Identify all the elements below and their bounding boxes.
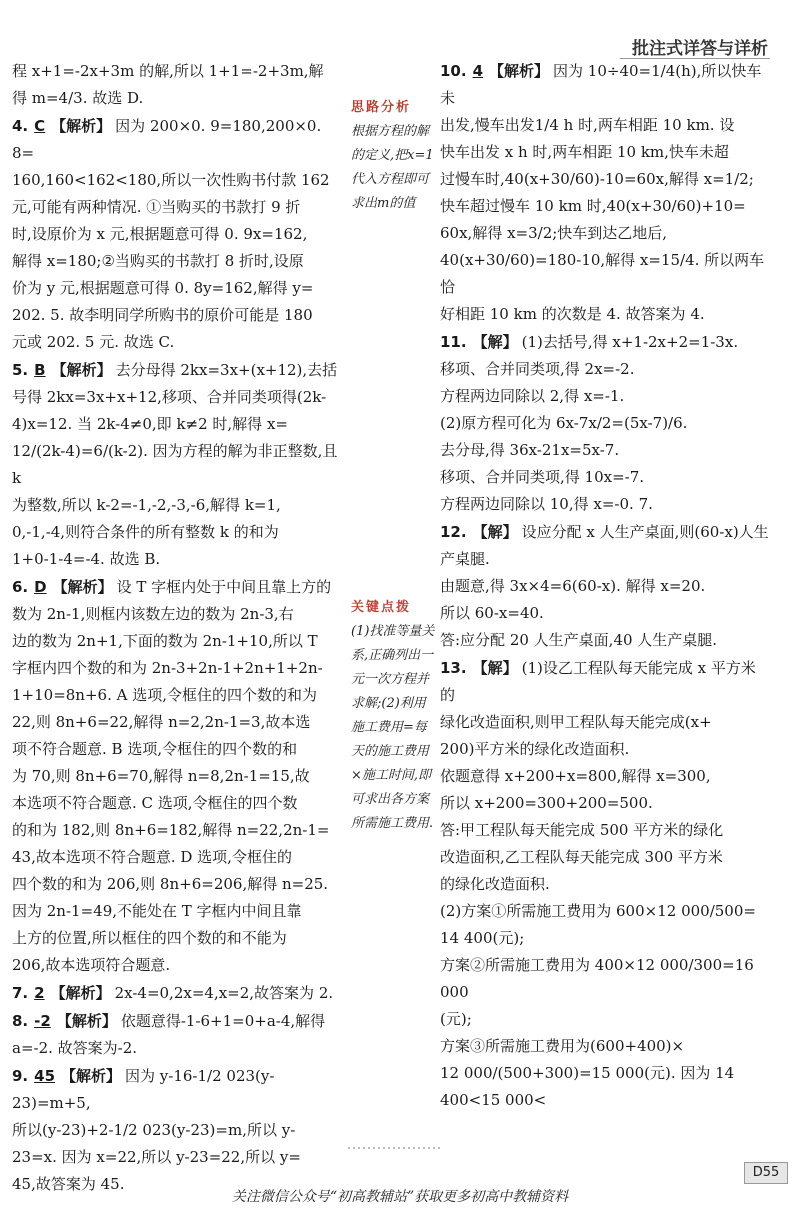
answer-item (440, 329, 770, 518)
answer-choice: 4 (472, 62, 484, 80)
sidebar-note-1-text: 根据方程的解的定义,把x=1代入方程即可求出m的值 (351, 124, 434, 211)
answer-line (440, 220, 770, 247)
line-text: 字框内四个数的和为 2n-3+2n-1+2n+1+2n- (12, 659, 323, 677)
header-title: 批注式详答与详析 (632, 39, 768, 59)
line-text: 12/(2k-4)=6/(k-2). 因为方程的解为非正整数,且 k (12, 442, 338, 487)
answer-line (12, 1035, 348, 1062)
answer-line (12, 384, 348, 411)
answer-line (12, 329, 348, 356)
line-text: 因为 2n-1=49,不能处在 T 字框内中间且靠 (12, 902, 302, 920)
line-text: 设应分配 x 人生产桌面,则(60-x)人生 (521, 523, 769, 541)
answer-line (12, 736, 348, 763)
line-text: 23=x. 因为 x=22,所以 y-23=22,所以 y= (12, 1148, 301, 1166)
answer-tag: 【解】 (472, 659, 518, 677)
line-text: 方程两边同除以 2,得 x=-1. (440, 387, 625, 405)
line-text: 快车出发 x h 时,两车相距 10 km,快车未超 (440, 143, 729, 161)
line-text: 移项、合并同类项,得 2x=-2. (440, 360, 635, 378)
line-text: 202. 5. 故李明同学所购书的原价可能是 180 (12, 306, 313, 324)
answer-line (12, 844, 348, 871)
line-text: 四个数的和为 206,则 8n+6=206,解得 n=25. (12, 875, 329, 893)
line-text: 由题意,得 3x×4=6(60-x). 解得 x=20. (440, 577, 706, 595)
answer-item (440, 58, 770, 328)
page-number: D55 (744, 1162, 788, 1184)
line-text: 1+10=8n+6. A 选项,令框住的四个数的和为 (12, 686, 317, 704)
answer-item (12, 980, 348, 1007)
question-number: 9. (12, 1067, 29, 1085)
answer-line (440, 573, 770, 600)
line-text: 快车超过慢车 10 km 时,40(x+30/60)+10= (440, 197, 746, 215)
answer-line (12, 682, 348, 709)
answer-line (12, 574, 348, 601)
answer-choice: B (34, 361, 46, 379)
answer-line (440, 763, 770, 790)
answer-line (440, 1006, 770, 1033)
line-text: 方程两边同除以 10,得 x=-0. 7. (440, 495, 653, 513)
answer-tag: 【解析】 (51, 361, 112, 379)
line-text: 元,可能有两种情况. ①当购买的书款打 9 折 (12, 198, 301, 216)
line-text: 得 m=4/3. 故选 D. (12, 89, 144, 107)
answer-choice: -2 (34, 1012, 51, 1030)
sidebar-note-2 (351, 596, 435, 836)
answer-line (440, 709, 770, 736)
answer-line (440, 925, 770, 952)
line-text: 200)平方米的绿化改造面积. (440, 740, 630, 758)
question-number: 12. (440, 523, 467, 541)
answer-line (12, 411, 348, 438)
line-text: (元); (440, 1010, 472, 1028)
answer-line (440, 410, 770, 437)
line-text: 数为 2n-1,则框内该数左边的数为 2n-3,右 (12, 605, 294, 623)
answer-line (12, 194, 348, 221)
line-text: 价为 y 元,根据题意可得 0. 8y=162,解得 y= (12, 279, 314, 297)
line-text: (2)方案①所需施工费用为 600×12 000/500= (440, 902, 756, 920)
answer-choice: D (34, 578, 47, 596)
answer-item (12, 357, 348, 573)
answer-line (12, 925, 348, 952)
answer-line (440, 193, 770, 220)
answer-line (12, 952, 348, 979)
line-text: 22,则 8n+6=22,解得 n=2,2n-1=3,故本选 (12, 713, 311, 731)
answer-line (440, 247, 770, 301)
answer-item (12, 574, 348, 979)
answer-line (440, 519, 770, 546)
question-number: 11. (440, 333, 467, 351)
line-text: 好相距 10 km 的次数是 4. 故答案为 4. (440, 305, 705, 323)
line-text: 程 x+1=-2x+3m 的解,所以 1+1=-2+3m,解 (12, 62, 324, 80)
line-text: 160,160<162<180,所以一次性购书付款 162 (12, 171, 330, 189)
answer-line (440, 464, 770, 491)
page-footer: 关注微信公众号“初高教辅站”获取更多初高中教辅资料 (231, 1189, 569, 1205)
answer-choice: 2 (34, 984, 45, 1002)
line-text: 所以(y-23)+2-1/2 023(y-23)=m,所以 y- (12, 1121, 296, 1139)
line-text: 产桌腿. (440, 550, 490, 568)
line-text: 因为 y-16-1/2 023(y-23)=m+5, (12, 1067, 275, 1112)
answer-line (12, 871, 348, 898)
question-number: 4. (12, 117, 29, 135)
answer-line (440, 356, 770, 383)
answer-line (12, 980, 348, 1007)
answer-line (12, 763, 348, 790)
answer-item (440, 655, 770, 1114)
line-text: 出发,慢车出发1/4 h 时,两车相距 10 km. 设 (440, 116, 735, 134)
line-text: 为 70,则 8n+6=70,解得 n=8,2n-1=15,故 (12, 767, 310, 785)
line-text: 号得 2kx=3x+x+12,移项、合并同类项得(2k- (12, 388, 327, 406)
answer-line (12, 167, 348, 194)
answer-line (12, 1063, 348, 1117)
line-text: a=-2. 故答案为-2. (12, 1039, 138, 1057)
line-text: 去分母,得 36x-21x=5x-7. (440, 441, 620, 459)
line-text: 所以 x+200=300+200=500. (440, 794, 653, 812)
line-text: 过慢车时,40(x+30/60)-10=60x,解得 x=1/2; (440, 170, 754, 188)
answer-line (12, 58, 348, 85)
answer-tag: 【解析】 (489, 62, 550, 80)
line-text: 方案②所需施工费用为 400×12 000/300=16 000 (440, 956, 754, 1001)
answer-line (440, 383, 770, 410)
line-text: 项不符合题意. B 选项,令框住的四个数的和 (12, 740, 298, 758)
line-text: 为整数,所以 k-2=-1,-2,-3,-6,解得 k=1, (12, 496, 281, 514)
answer-choice: 45 (34, 1067, 56, 1085)
line-text: (1)设乙工程队每天能完成 x 平方米的 (440, 659, 756, 704)
answer-line (12, 113, 348, 167)
answer-line (12, 492, 348, 519)
answer-item (12, 58, 348, 112)
answer-line (440, 166, 770, 193)
answer-tag: 【解】 (472, 523, 518, 541)
answer-tag: 【解析】 (50, 984, 111, 1002)
answer-line (12, 655, 348, 682)
line-text: 60x,解得 x=3/2;快车到达乙地后, (440, 224, 668, 242)
question-number: 13. (440, 659, 467, 677)
line-text: 的和为 182,则 8n+6=182,解得 n=22,2n-1= (12, 821, 330, 839)
line-text: 改造面积,乙工程队每天能完成 300 平方米 (440, 848, 723, 866)
answer-line (440, 491, 770, 518)
line-text: 2x-4=0,2x=4,x=2,故答案为 2. (114, 984, 334, 1002)
answer-line (440, 58, 770, 112)
line-text: (1)去括号,得 x+1-2x+2=1-3x. (521, 333, 739, 351)
line-text: 去分母得 2kx=3x+(x+12),去括 (115, 361, 338, 379)
answer-item (12, 1008, 348, 1062)
answer-tag: 【解析】 (52, 578, 113, 596)
answer-line (12, 438, 348, 492)
line-text: 绿化改造面积,则甲工程队每天能完成(x+ (440, 713, 712, 731)
line-text: 14 400(元); (440, 929, 525, 947)
answer-line (12, 519, 348, 546)
line-text: 边的数为 2n+1,下面的数为 2n-1+10,所以 T (12, 632, 318, 650)
answer-line (440, 817, 770, 844)
answer-line (12, 302, 348, 329)
line-text: (2)原方程可化为 6x-7x/2=(5x-7)/6. (440, 414, 688, 432)
line-text: 方案③所需施工费用为(600+400)× (440, 1037, 685, 1055)
answer-line (12, 1008, 348, 1035)
left-column (12, 58, 348, 1199)
line-text: 时,设原价为 x 元,根据题意可得 0. 9x=162, (12, 225, 308, 243)
page-header (0, 0, 800, 62)
line-text: 移项、合并同类项,得 10x=-7. (440, 468, 645, 486)
line-text: 本选项不符合题意. C 选项,令框住的四个数 (12, 794, 298, 812)
line-text: 4)x=12. 当 2k-4≠0,即 k≠2 时,解得 x= (12, 415, 288, 433)
answer-line (440, 871, 770, 898)
answer-line (440, 627, 770, 654)
answer-line (440, 898, 770, 925)
line-text: 答:甲工程队每天能完成 500 平方米的绿化 (440, 821, 724, 839)
line-text: 43,故本选项不符合题意. D 选项,令框住的 (12, 848, 292, 866)
answer-line (440, 736, 770, 763)
sidebar-note-2-heading: 关键点拨 (351, 600, 412, 615)
answer-line (440, 546, 770, 573)
answer-line (440, 1060, 770, 1114)
decorative-dots (348, 1145, 440, 1151)
answer-line (440, 655, 770, 709)
answer-line (12, 85, 348, 112)
answer-item (12, 1063, 348, 1198)
answer-line (440, 952, 770, 1006)
line-text: 12 000/(500+300)=15 000(元). 因为 14 400<15 000< (440, 1064, 735, 1109)
question-number: 8. (12, 1012, 29, 1030)
line-text: 所以 60-x=40. (440, 604, 544, 622)
sidebar-note-2-text: (1)找准等量关系,正确列出一元一次方程并求解;(2)利用施工费用=每天的施工费用×施工时间,即可求出各方案所需施工费用. (351, 624, 435, 831)
answer-line (12, 1117, 348, 1144)
line-text: 的绿化改造面积. (440, 875, 550, 893)
answer-line (12, 546, 348, 573)
sidebar-note-1 (351, 96, 435, 216)
line-text: 因为 10÷40=1/4(h),所以快车未 (440, 62, 762, 107)
line-text: 依题意得 x+200+x=800,解得 x=300, (440, 767, 711, 785)
sidebar-note-1-heading: 思路分析 (351, 100, 412, 115)
answer-line (440, 437, 770, 464)
answer-item (12, 113, 348, 356)
answer-line (12, 601, 348, 628)
answer-line (440, 790, 770, 817)
line-text: 1+0-1-4=-4. 故选 B. (12, 550, 161, 568)
answer-line (12, 898, 348, 925)
answer-tag: 【解析】 (61, 1067, 122, 1085)
answer-tag: 【解析】 (51, 117, 112, 135)
line-text: 因为 200×0. 9=180,200×0. 8= (12, 117, 322, 162)
answer-line (12, 628, 348, 655)
answer-line (12, 221, 348, 248)
answer-line (440, 329, 770, 356)
answer-line (12, 275, 348, 302)
line-text: 40(x+30/60)=180-10,解得 x=15/4. 所以两车恰 (440, 251, 765, 296)
answer-line (440, 301, 770, 328)
line-text: 答:应分配 20 人生产桌面,40 人生产桌腿. (440, 631, 718, 649)
line-text: 206,故本选项符合题意. (12, 956, 171, 974)
question-number: 6. (12, 578, 29, 596)
answer-choice: C (34, 117, 46, 135)
question-number: 10. (440, 62, 467, 80)
answer-line (440, 1033, 770, 1060)
answer-line (440, 112, 770, 139)
answer-line (12, 817, 348, 844)
answer-line (12, 248, 348, 275)
answer-line (12, 790, 348, 817)
question-number: 5. (12, 361, 29, 379)
line-text: 设 T 字框内处于中间且靠上方的 (116, 578, 332, 596)
line-text: 上方的位置,所以框住的四个数的和不能为 (12, 929, 287, 947)
answer-tag: 【解析】 (56, 1012, 117, 1030)
answer-line (440, 600, 770, 627)
answer-line (12, 709, 348, 736)
answer-line (440, 844, 770, 871)
question-number: 7. (12, 984, 29, 1002)
line-text: 元或 202. 5 元. 故选 C. (12, 333, 175, 351)
right-column (440, 58, 770, 1115)
line-text: 45,故答案为 45. (12, 1175, 125, 1193)
line-text: 0,-1,-4,则符合条件的所有整数 k 的和为 (12, 523, 279, 541)
answer-tag: 【解】 (472, 333, 518, 351)
answer-line (12, 357, 348, 384)
line-text: 依题意得-1-6+1=0+a-4,解得 (120, 1012, 326, 1030)
answer-item (440, 519, 770, 654)
line-text: 解得 x=180;②当购买的书款打 8 折时,设原 (12, 252, 304, 270)
answer-line (12, 1144, 348, 1171)
answer-line (440, 139, 770, 166)
